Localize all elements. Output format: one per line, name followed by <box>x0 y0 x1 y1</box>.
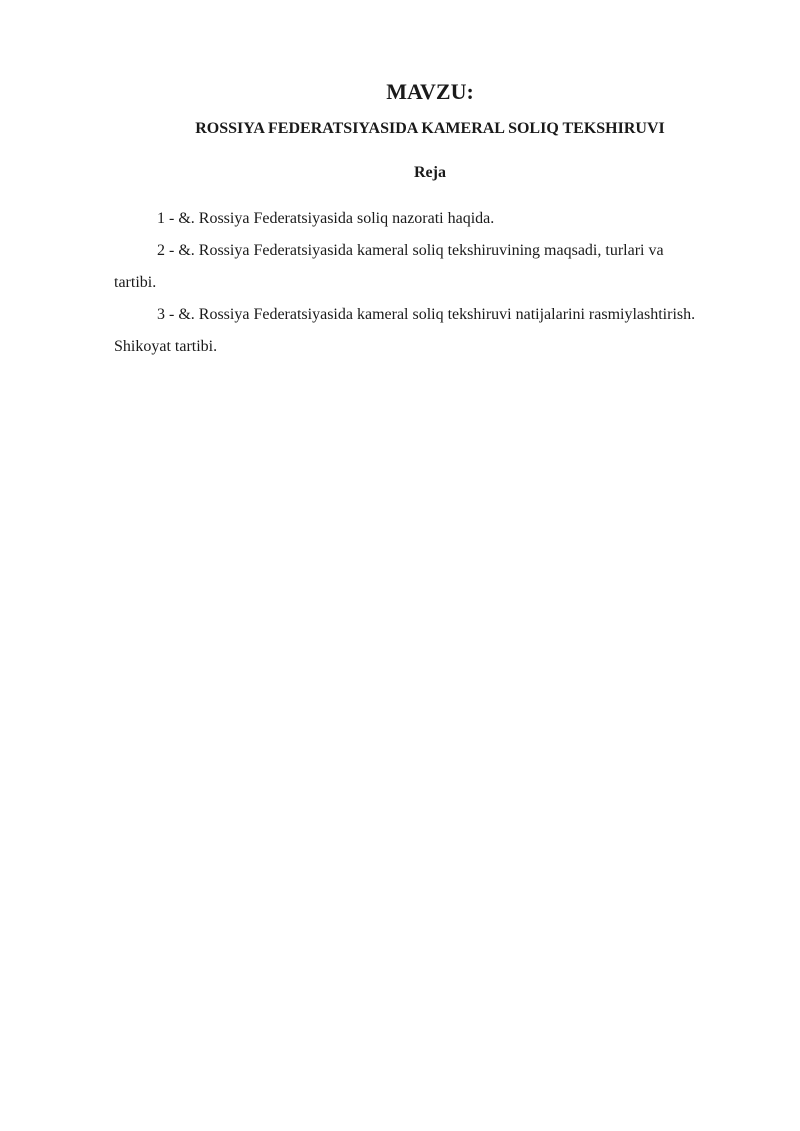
plan-heading: Reja <box>414 164 446 181</box>
plan-list <box>114 203 699 363</box>
plan-item-1: 1 - &. Rossiya Federatsiyasida soliq nazorati haqida. <box>157 210 495 227</box>
plan-item-3: 3 - &. Rossiya Federatsiyasida kameral soliq tekshiruvi natijalarini rasmiylashtirish. Shikoyat tartibi. <box>114 306 696 355</box>
document-title: MAVZU: <box>386 79 474 104</box>
document-subtitle: ROSSIYA FEDERATSIYASIDA KAMERAL SOLIQ TEKSHIRUVI <box>195 120 665 137</box>
plan-item-2: 2 - &. Rossiya Federatsiyasida kameral soliq tekshiruvining maqsadi, turlari va tartibi. <box>114 242 664 291</box>
